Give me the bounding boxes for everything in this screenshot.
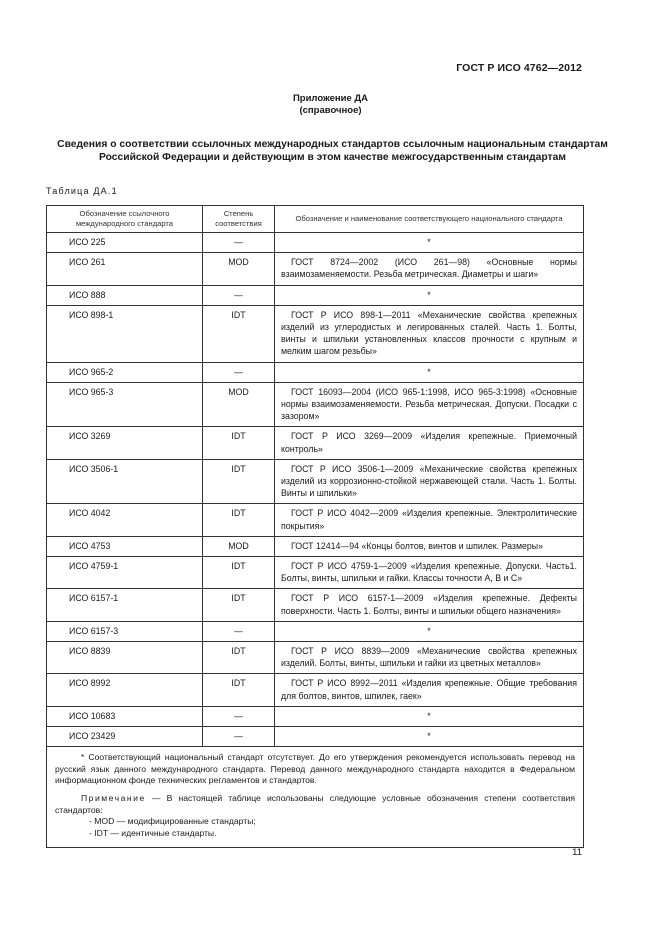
table-notes-row	[47, 747, 584, 848]
table-row	[47, 674, 584, 706]
note-list-item: - IDT — идентичные стандарты.	[89, 827, 217, 838]
national-standard-text: *	[427, 366, 431, 377]
national-standard-cell	[275, 642, 584, 674]
national-standard-cell	[275, 674, 584, 706]
national-standard-cell	[275, 253, 584, 285]
international-standard-cell: ИСО 261	[47, 253, 203, 285]
international-standard-cell: ИСО 10683	[47, 706, 203, 726]
national-standard-cell	[275, 362, 584, 382]
appendix-subtitle: (справочное)	[299, 105, 362, 116]
national-standard-text: ГОСТ 8724—2002 (ИСО 261—98) «Основные нормы взаимозаменяемости. Резьба метрическая. Диаметры и шаги»	[281, 257, 577, 280]
national-standard-cell	[275, 427, 584, 459]
national-standard-cell	[275, 589, 584, 621]
national-standard-cell	[275, 233, 584, 253]
table-row	[47, 557, 584, 589]
national-standard-cell	[275, 504, 584, 536]
international-standard-cell: ИСО 3269	[47, 427, 203, 459]
degree-cell: IDT	[203, 504, 275, 536]
national-standard-cell	[275, 536, 584, 556]
degree-cell: MOD	[203, 382, 275, 427]
table-row	[47, 504, 584, 536]
degree-cell: —	[203, 727, 275, 747]
degree-cell: MOD	[203, 253, 275, 285]
national-standard-text: ГОСТ Р ИСО 3506-1—2009 «Механические свойства крепежных изделий из коррозионно-стойкой нержавеющей стали. Часть 1. Болты. Винты и шпильки»	[281, 463, 577, 499]
international-standard-cell: ИСО 4042	[47, 504, 203, 536]
national-standard-cell	[275, 459, 584, 504]
degree-cell: IDT	[203, 589, 275, 621]
document-code: ГОСТ Р ИСО 4762—2012	[456, 62, 582, 74]
table-header-row	[47, 206, 584, 233]
table-row	[47, 459, 584, 504]
international-standard-cell: ИСО 888	[47, 285, 203, 305]
degree-cell: —	[203, 285, 275, 305]
national-standard-text: ГОСТ Р ИСО 4042—2009 «Изделия крепежные. Электролитические покрытия»	[281, 508, 577, 531]
international-standard-cell: ИСО 6157-3	[47, 621, 203, 641]
note-paragraph	[55, 793, 575, 816]
degree-cell: IDT	[203, 305, 275, 362]
international-standard-cell: ИСО 225	[47, 233, 203, 253]
international-standard-cell: ИСО 4759-1	[47, 557, 203, 589]
national-standard-text: ГОСТ Р ИСО 8992—2011 «Изделия крепежные. Общие требования для болтов, винтов, шпилек, гаек»	[281, 678, 577, 701]
appendix-title: Приложение ДА	[292, 93, 369, 104]
table-row	[47, 536, 584, 556]
note-list-item: - MOD — модифицированные стандарты;	[89, 816, 256, 827]
table-row	[47, 589, 584, 621]
note-list	[55, 816, 575, 839]
reference-standards-table	[46, 205, 584, 848]
national-standard-text: ГОСТ 12414—94 «Концы болтов, винтов и шпилек. Размеры»	[291, 540, 543, 551]
national-standard-cell	[275, 727, 584, 747]
table-body	[47, 233, 584, 747]
national-standard-text: *	[427, 731, 431, 742]
table-row	[47, 706, 584, 726]
international-standard-cell: ИСО 965-2	[47, 362, 203, 382]
national-standard-text: ГОСТ Р ИСО 3269—2009 «Изделия крепежные. Приемочный контроль»	[281, 431, 577, 454]
degree-cell: MOD	[203, 536, 275, 556]
table-caption: Таблица ДА.1	[46, 186, 118, 196]
national-standard-text: *	[427, 237, 431, 247]
degree-cell: —	[203, 621, 275, 641]
national-standard-cell	[275, 706, 584, 726]
table-row	[47, 642, 584, 674]
national-standard-cell	[275, 621, 584, 641]
national-standard-text: *	[427, 710, 431, 721]
national-standard-cell	[275, 557, 584, 589]
table-notes	[47, 747, 584, 848]
international-standard-cell: ИСО 4753	[47, 536, 203, 556]
degree-cell: IDT	[203, 642, 275, 674]
national-standard-text: *	[427, 289, 431, 300]
degree-cell: —	[203, 362, 275, 382]
degree-cell: IDT	[203, 427, 275, 459]
footnote-text: * Соответствующий национальный стандарт отсутствует. До его утверждения рекомендуется использовать перевод на русский язык данного международного стандарта. Перевод данного международного стандарта находится в Федеральном информационном фонде технических регламентов и стандартов.	[55, 752, 575, 786]
international-standard-cell: ИСО 965-3	[47, 382, 203, 427]
appendix-heading	[0, 93, 661, 117]
degree-cell: IDT	[203, 557, 275, 589]
international-standard-cell: ИСО 3506-1	[47, 459, 203, 504]
table-row	[47, 362, 584, 382]
national-standard-text: ГОСТ Р ИСО 8839—2009 «Механические свойства крепежных изделий. Болты, винты, шпильки и гайки из цветных металлов»	[281, 646, 577, 669]
international-standard-cell: ИСО 23429	[47, 727, 203, 747]
national-standard-cell	[275, 382, 584, 427]
national-standard-text: ГОСТ Р ИСО 898-1—2011 «Механические свойства крепежных изделий из углеродистых и легированных сталей. Часть 1. Болты, винты и шпильки установленных классов прочности с крупным и мелким шагом резьбы»	[281, 309, 577, 357]
international-standard-cell: ИСО 8992	[47, 674, 203, 706]
national-standard-text: ГОСТ 16093—2004 (ИСО 965-1:1998, ИСО 965-3:1998) «Основные нормы взаимозаменяемости. Резьба метрическая. Допуски. Посадки с зазором»	[281, 386, 577, 422]
table-row	[47, 285, 584, 305]
national-standard-text: *	[427, 625, 431, 636]
national-standard-text: ГОСТ Р ИСО 6157-1—2009 «Изделия крепежные. Дефекты поверхности. Часть 1. Болты, винты и шпильки общего назначения»	[281, 593, 577, 616]
degree-cell: —	[203, 233, 275, 253]
table-row	[47, 382, 584, 427]
table-row	[47, 233, 584, 253]
national-standard-text: ГОСТ Р ИСО 4759-1—2009 «Изделия крепежные. Допуски. Часть1. Болты, винты, шпильки и гайки. Классы точности А, В и С»	[281, 561, 577, 584]
column-header-international: Обозначение ссылочного международного стандарта	[47, 206, 203, 233]
page-number: 11	[572, 847, 582, 858]
table-row	[47, 427, 584, 459]
table-row	[47, 253, 584, 285]
column-header-national: Обозначение и наименование соответствующего национального стандарта	[275, 206, 584, 233]
column-header-degree: Степень соответствия	[203, 206, 275, 233]
table-row	[47, 305, 584, 362]
degree-cell: —	[203, 706, 275, 726]
section-title: Сведения о соответствии ссылочных международных стандартов ссылочным национальным стандартам Российской Федерации и действующим в этом качестве межгосударственным стандартам	[57, 139, 608, 164]
international-standard-cell: ИСО 8839	[47, 642, 203, 674]
international-standard-cell: ИСО 6157-1	[47, 589, 203, 621]
national-standard-cell	[275, 285, 584, 305]
national-standard-cell	[275, 305, 584, 362]
degree-cell: IDT	[203, 674, 275, 706]
note-text: — В настоящей таблице использованы следующие условные обозначения степени соответствия стандартов:	[55, 793, 575, 815]
degree-cell: IDT	[203, 459, 275, 504]
table-row	[47, 727, 584, 747]
note-label: Примечание	[81, 793, 146, 804]
international-standard-cell: ИСО 898-1	[47, 305, 203, 362]
table-row	[47, 621, 584, 641]
